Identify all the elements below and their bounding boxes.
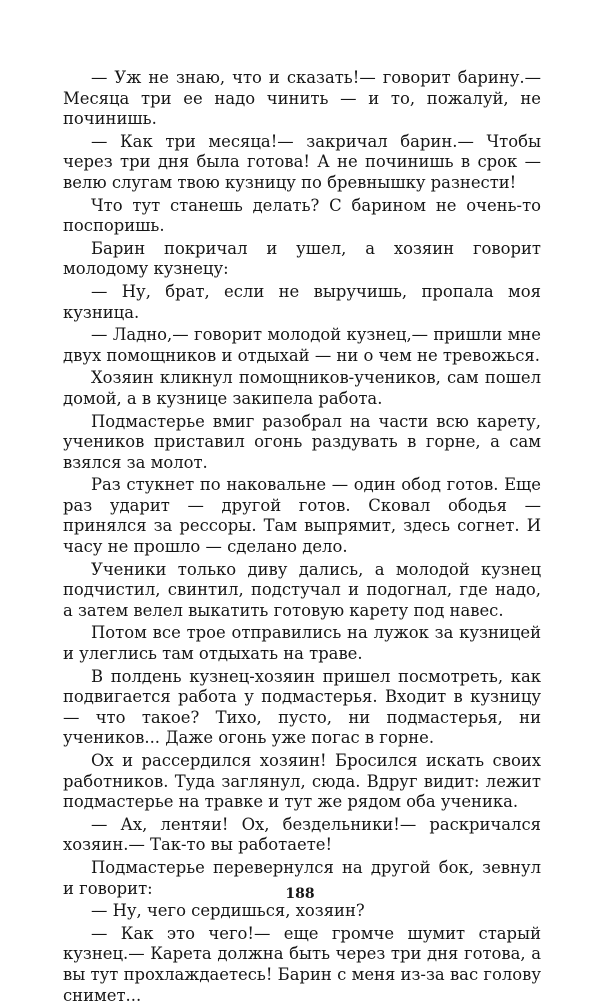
paragraph: Ох и рассердился хозяин! Бросился искать своих работников. Туда заглянул, сюда. Вдруг видит: лежит подмастерье на травке и тут же рядом оба ученика. [63, 751, 541, 812]
paragraph: — Уж не знаю, что и сказать!— говорит барину.— Месяца три ее надо чинить — и то, пожалуй, не починишь. [63, 68, 541, 129]
paragraph: Подмастерье перевернулся на другой бок, зевнул и говорит: [63, 857, 541, 898]
paragraph: — Как это чего!— еще громче шумит старый кузнец.— Карета должна быть через три дня готова, а вы тут прохлаждаетесь! Барин с меня из-за вас голову снимет... [63, 923, 541, 1005]
paragraph: Подмастерье вмиг разобрал на части всю карету, учеников приставил огонь раздувать в горне, а сам взялся за молот. [63, 411, 541, 472]
paragraph: Барин покричал и ушел, а хозяин говорит молодому кузнецу: [63, 238, 541, 279]
paragraph: — Ладно,— говорит молодой кузнец,— пришли мне двух помощников и отдыхай — ни о чем не тревожься. [63, 325, 541, 365]
paragraph: Что тут станешь делать? С барином не очень-то поспоришь. [63, 195, 541, 236]
paragraph: Раз стукнет по наковальне — один обод готов. Еще раз ударит — другой готов. Сковал ободья — принялся за рессоры. Там выпрямит, здесь согнет. И часу не прошло — сделано дело. [63, 475, 541, 557]
paragraph: — Ну, чего сердишься, хозяин? [91, 901, 365, 921]
page-body [63, 68, 541, 1008]
paragraph: Хозяин кликнул помощников-учеников, сам пошел домой, а в кузнице закипела работа. [63, 368, 541, 408]
paragraph: — Как три месяца!— закричал барин.— Чтобы через три дня была готова! А не починишь в срок — велю слугам твою кузницу по бревнышку разнести! [63, 131, 541, 192]
page-number: 188 [285, 886, 315, 902]
paragraph: В полдень кузнец-хозяин пришел посмотреть, как подвигается работа у подмастерья. Входит в кузницу — что такое? Тихо, пусто, ни подмастерья, ни учеников... Даже огонь уже погас в горне. [63, 666, 541, 748]
paragraph: Ученики только диву дались, а молодой кузнец подчистил, свинтил, подстучал и подогнал, где надо, а затем велел выкатить готовую карету под навес. [63, 559, 541, 620]
paragraph: — Ах, лентяи! Ох, бездельники!— раскричался хозяин.— Так-то вы работаете! [63, 814, 541, 855]
paragraph: Потом все трое отправились на лужок за кузницей и улеглись там отдыхать на траве. [63, 623, 541, 664]
paragraph: — Ну, брат, если не выручишь, пропала моя кузница. [63, 281, 541, 322]
